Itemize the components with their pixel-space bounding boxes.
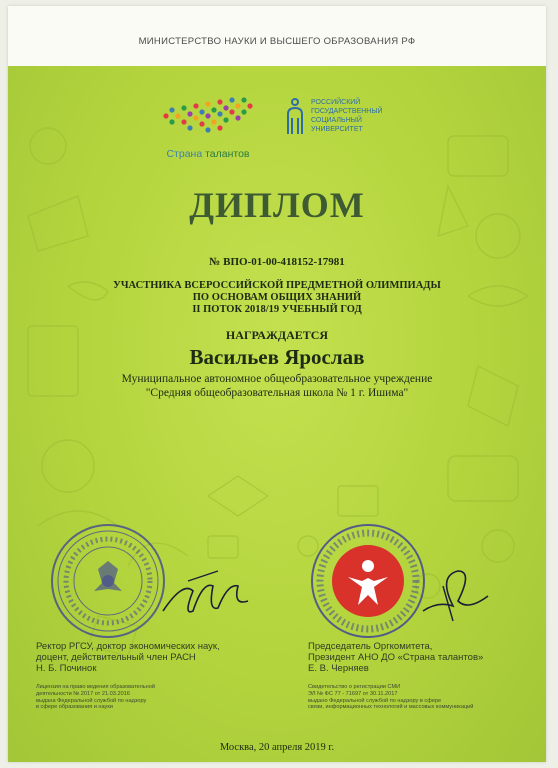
strana-talantov-logo [148,86,268,166]
signatory-line: Председатель Оргкомитета, [308,641,433,652]
olympiad-line: II ПОТОК 2018/19 УЧЕБНЫЙ ГОД [192,304,362,315]
registration-line: Свидетельство о регистрации СМИ [308,684,401,690]
russia-map-dots-icon [148,86,268,148]
license-line: выдана Федеральной службой по надзору [36,697,147,704]
rgsu-name [311,98,383,134]
rgsu-name-line: УНИВЕРСИТЕТ [311,126,363,133]
top-strip [8,6,546,66]
rgsu-name-line: РОССИЙСКИЙ [311,99,361,106]
olympiad-line: ПО ОСНОВАМ ОБЩИХ ЗНАНИЙ [192,292,362,303]
diploma-title: ДИПЛОМ [189,185,365,225]
license-line: в сфере образования и науки [36,704,113,711]
olympiad-description [8,280,546,316]
signatory-line: Ректор РГСУ, доктор экономических наук, [36,641,220,652]
recipient-name: Васильев Ярослав [189,345,365,369]
awarded-heading: НАГРАЖДАЕТСЯ [225,328,329,342]
olympiad-line: УЧАСТНИКА ВСЕРОССИЙСКОЙ ПРЕДМЕТНОЙ ОЛИМПИАДЫ [113,280,441,291]
green-background [8,66,546,762]
signatory-line: Н. Б. Починок [36,663,97,674]
chairman-signature [413,561,503,631]
school-line: Муниципальное автономное общеобразовательное учреждение [121,373,433,385]
registration-line: связи, информационных технологий и массовых коммуникаций [308,704,474,711]
issue-date: Москва, 20 апреля 2019 г. [219,742,335,753]
rgsu-official-seal [48,521,168,641]
license-line: Лицензия на право ведения образовательной [36,684,155,690]
signatory-line: доцент, действительный член РАСН [36,652,196,663]
rgsu-logo [283,96,403,156]
logo-word-strana: Страна [166,148,203,160]
rector-signature [158,566,253,626]
school-line: "Средняя общеобразовательная школа № 1 г. Ишима" [145,387,409,399]
diploma-number: № ВПО-01-00-418152-17981 [209,256,345,268]
ministry-header: МИНИСТЕРСТВО НАУКИ И ВЫСШЕГО ОБРАЗОВАНИЯ РФ [138,36,416,47]
diploma-sheet [8,6,546,762]
logo-word-talantov: талантов [205,148,250,160]
license-note [36,684,266,711]
rgsu-name-line: СОЦИАЛЬНЫЙ [311,117,362,124]
media-registration-note [308,684,538,711]
rgsu-people-icon [283,96,307,136]
registration-line: ЭЛ № ФС 77 - 71697 от 30.11.2017 [308,690,398,697]
rgsu-name-line: ГОСУДАРСТВЕННЫЙ [311,108,383,115]
rector-signatory [36,641,266,674]
signatory-line: Е. В. Черняев [308,663,369,674]
registration-line: выдано Федеральной службой по надзору в сфере [308,697,442,704]
signatory-line: Президент АНО ДО «Страна талантов» [308,652,484,663]
school-name [8,372,546,400]
strana-talantov-seal [308,521,428,641]
license-line: деятельности № 2017 от 21.03.2016 [36,690,130,697]
chairman-signatory [308,641,538,674]
strana-talantov-label [148,148,268,160]
